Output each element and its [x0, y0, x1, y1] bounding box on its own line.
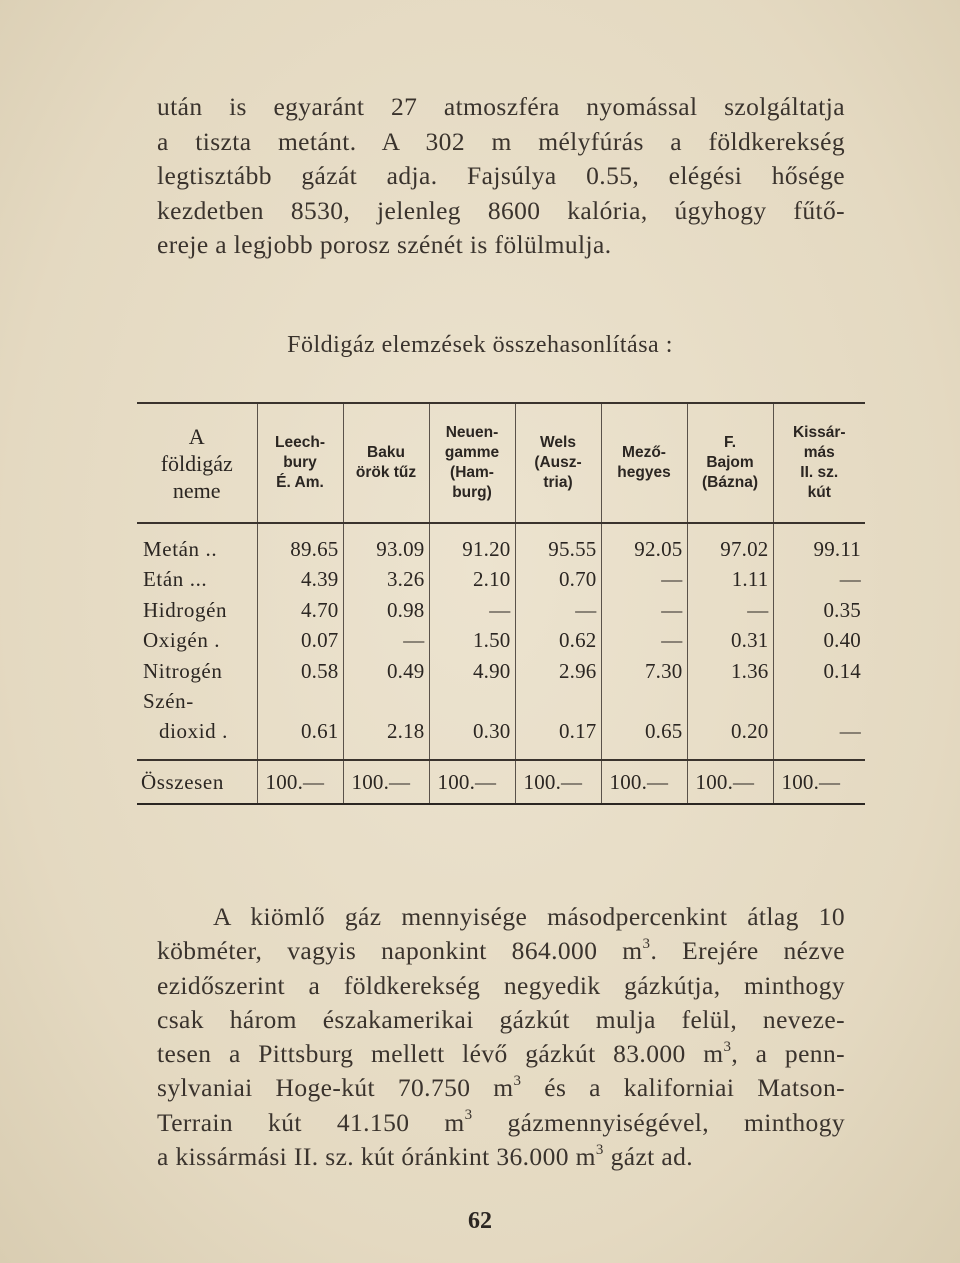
text-line: [157, 969, 845, 1003]
text-run: gázmennyiségével, minthogy: [472, 1107, 846, 1137]
superscript: 3: [723, 1038, 732, 1055]
table-header-row: [137, 403, 865, 523]
text-line: a tiszta metánt. A 302 m mélyfúrás a földkerekség: [157, 126, 845, 156]
header-text: gamme: [444, 444, 500, 461]
table-cell: [515, 687, 601, 717]
header-text: A: [188, 423, 205, 449]
superscript: 3: [464, 1107, 473, 1124]
header-baku: [343, 403, 429, 523]
text-run: Terrain kút 41.150 m: [157, 1107, 465, 1137]
table-cell: —: [601, 565, 687, 596]
header-leechbury: [257, 403, 343, 523]
table-cell: [343, 687, 429, 717]
text-run: csak három északamerikai gázkút mulja felül, neveze-: [157, 1004, 845, 1034]
table-cell: 0.61: [257, 717, 343, 761]
table-cell: 91.20: [429, 523, 515, 565]
total-cell: 100.—: [687, 760, 773, 804]
table-cell: 0.40: [773, 626, 865, 657]
total-cell: 100.—: [773, 760, 865, 804]
table-cell: —: [515, 595, 601, 626]
table-cell: 0.14: [773, 656, 865, 687]
table-cell: 93.09: [343, 523, 429, 565]
table-cell: 0.35: [773, 595, 865, 626]
table-cell: 95.55: [515, 523, 601, 565]
header-text: hegyes: [617, 464, 671, 481]
header-bajom: [687, 403, 773, 523]
total-cell: 100.—: [343, 760, 429, 804]
header-text: tria): [543, 474, 573, 491]
table-row: [137, 626, 865, 657]
table-cell: [257, 687, 343, 717]
table-caption: Földigáz elemzések összehasonlítása :: [287, 332, 673, 358]
row-label: Metán ..: [143, 536, 218, 561]
table-cell: 2.18: [343, 717, 429, 761]
row-label: Hidrogén: [143, 597, 228, 622]
text-line: ereje a legjobb porosz szénét is fölülmulja.: [157, 230, 612, 259]
table-cell: 89.65: [257, 523, 343, 565]
table-cell: —: [429, 595, 515, 626]
superscript: 3: [642, 935, 651, 952]
header-neuengamme: [429, 403, 515, 523]
total-cell: 100.—: [429, 760, 515, 804]
header-text: Neuen-: [445, 424, 499, 441]
table-row: [137, 595, 865, 626]
table-cell: 0.30: [429, 717, 515, 761]
table-row: [137, 565, 865, 596]
row-label: Oxigén .: [143, 628, 221, 653]
text-line: [157, 934, 845, 968]
table-cell: 0.98: [343, 595, 429, 626]
header-text: (Ausz-: [534, 454, 582, 471]
text-line: [157, 1003, 845, 1037]
text-run: gázt ad.: [603, 1142, 694, 1172]
header-text: örök tűz: [355, 464, 417, 481]
table-cell: 4.39: [257, 565, 343, 596]
row-label: Szén-: [143, 689, 194, 713]
page-number: 62: [468, 1208, 492, 1234]
table-cell: —: [687, 595, 773, 626]
table-cell: 0.31: [687, 626, 773, 657]
header-text: (Bázna): [702, 474, 758, 491]
text-run: köbméter, vagyis naponkint 864.000 m: [157, 936, 643, 966]
header-text: Mező-: [622, 444, 666, 461]
total-cell: 100.—: [257, 760, 343, 804]
text-line: [157, 1071, 845, 1105]
text-run: A kiömlő gáz mennyisége másodpercenkint átlag 10: [213, 902, 845, 931]
header-text: Kissár-: [792, 424, 846, 441]
text-run: , a penn-: [731, 1039, 845, 1069]
table-cell: —: [773, 565, 865, 596]
table-row: [137, 687, 865, 717]
table-row: [137, 523, 865, 565]
text-run: és a kaliforniai Matson-: [521, 1073, 845, 1103]
header-text: burg): [452, 484, 492, 501]
header-text: II. sz.: [800, 464, 839, 481]
row-label: dioxid .: [159, 719, 228, 744]
table-cell: 0.17: [515, 717, 601, 761]
row-label: Nitrogén: [143, 658, 223, 683]
table-cell: —: [601, 626, 687, 657]
text-line: legtisztább gázát adja. Fajsúlya 0.55, elégési hősége: [157, 161, 845, 190]
table-cell: 92.05: [601, 523, 687, 565]
table-cell: 0.70: [515, 565, 601, 596]
table-cell: 1.36: [687, 656, 773, 687]
table-cell: 2.10: [429, 565, 515, 596]
text-line: után is egyaránt 27 atmoszféra nyomással szolgáltatja: [157, 92, 845, 121]
total-cell: 100.—: [515, 760, 601, 804]
text-line: [157, 900, 845, 934]
header-text: (Ham-: [450, 464, 494, 481]
table-cell: 1.50: [429, 626, 515, 657]
table-cell: —: [773, 717, 865, 761]
table-cell: 0.20: [687, 717, 773, 761]
table-row: [137, 656, 865, 687]
total-label: Összesen: [141, 769, 224, 794]
header-mezohegyes: [601, 403, 687, 523]
table-cell: 0.49: [343, 656, 429, 687]
table-cell: [429, 687, 515, 717]
intro-paragraph: [157, 90, 845, 263]
text-line: [157, 1037, 845, 1071]
text-run: . Erejére nézve: [650, 936, 845, 966]
table-cell: 2.96: [515, 656, 601, 687]
header-wels: [515, 403, 601, 523]
table-cell: 4.70: [257, 595, 343, 626]
header-text: É. Am.: [276, 474, 324, 491]
table-cell: 7.30: [601, 656, 687, 687]
header-text: Wels: [540, 434, 576, 451]
text-run: tesen a Pittsburg mellett lévő gázkút 83.000 m: [157, 1039, 724, 1069]
header-text: bury: [283, 454, 317, 471]
table-cell: [601, 687, 687, 717]
total-cell: 100.—: [601, 760, 687, 804]
total-row: [137, 760, 865, 804]
gas-analysis-table-wrapper: [137, 402, 865, 850]
header-gas-type: [137, 403, 257, 523]
body-paragraph: [157, 900, 845, 1174]
table-cell: 0.07: [257, 626, 343, 657]
table-cell: 3.26: [343, 565, 429, 596]
header-text: F.: [723, 434, 737, 451]
table-cell: —: [343, 626, 429, 657]
header-text: földigáz: [160, 450, 233, 476]
gas-analysis-table: [137, 402, 865, 805]
table-cell: 0.58: [257, 656, 343, 687]
table-cell: —: [601, 595, 687, 626]
table-cell: 4.90: [429, 656, 515, 687]
header-text: más: [803, 444, 835, 461]
header-text: Leech-: [275, 434, 325, 451]
superscript: 3: [595, 1141, 604, 1158]
table-cell: [687, 687, 773, 717]
text-line: [157, 1106, 845, 1140]
table-cell: 0.62: [515, 626, 601, 657]
text-run: a kissármási II. sz. kút óránkint 36.000 m: [157, 1142, 596, 1172]
table-cell: 99.11: [773, 523, 865, 565]
superscript: 3: [513, 1072, 522, 1089]
table-cell: 1.11: [687, 565, 773, 596]
text-line: [157, 1140, 845, 1174]
row-label: Etán ...: [143, 567, 208, 592]
text-line: kezdetben 8530, jelenleg 8600 kalória, úgyhogy fűtő-: [157, 195, 845, 225]
header-text: Bajom: [706, 454, 754, 471]
header-kissarmas: [773, 403, 865, 523]
table-cell: 97.02: [687, 523, 773, 565]
text-run: ezidőszerint a földkerekség negyedik gázkútja, minthogy: [157, 970, 845, 1000]
header-text: neme: [172, 477, 221, 503]
table-cell: [773, 687, 865, 717]
header-text: Baku: [367, 444, 405, 461]
table-row: [137, 717, 865, 761]
header-text: kút: [807, 484, 831, 501]
text-run: sylvaniai Hoge-kút 70.750 m: [157, 1073, 514, 1103]
table-cell: 0.65: [601, 717, 687, 761]
